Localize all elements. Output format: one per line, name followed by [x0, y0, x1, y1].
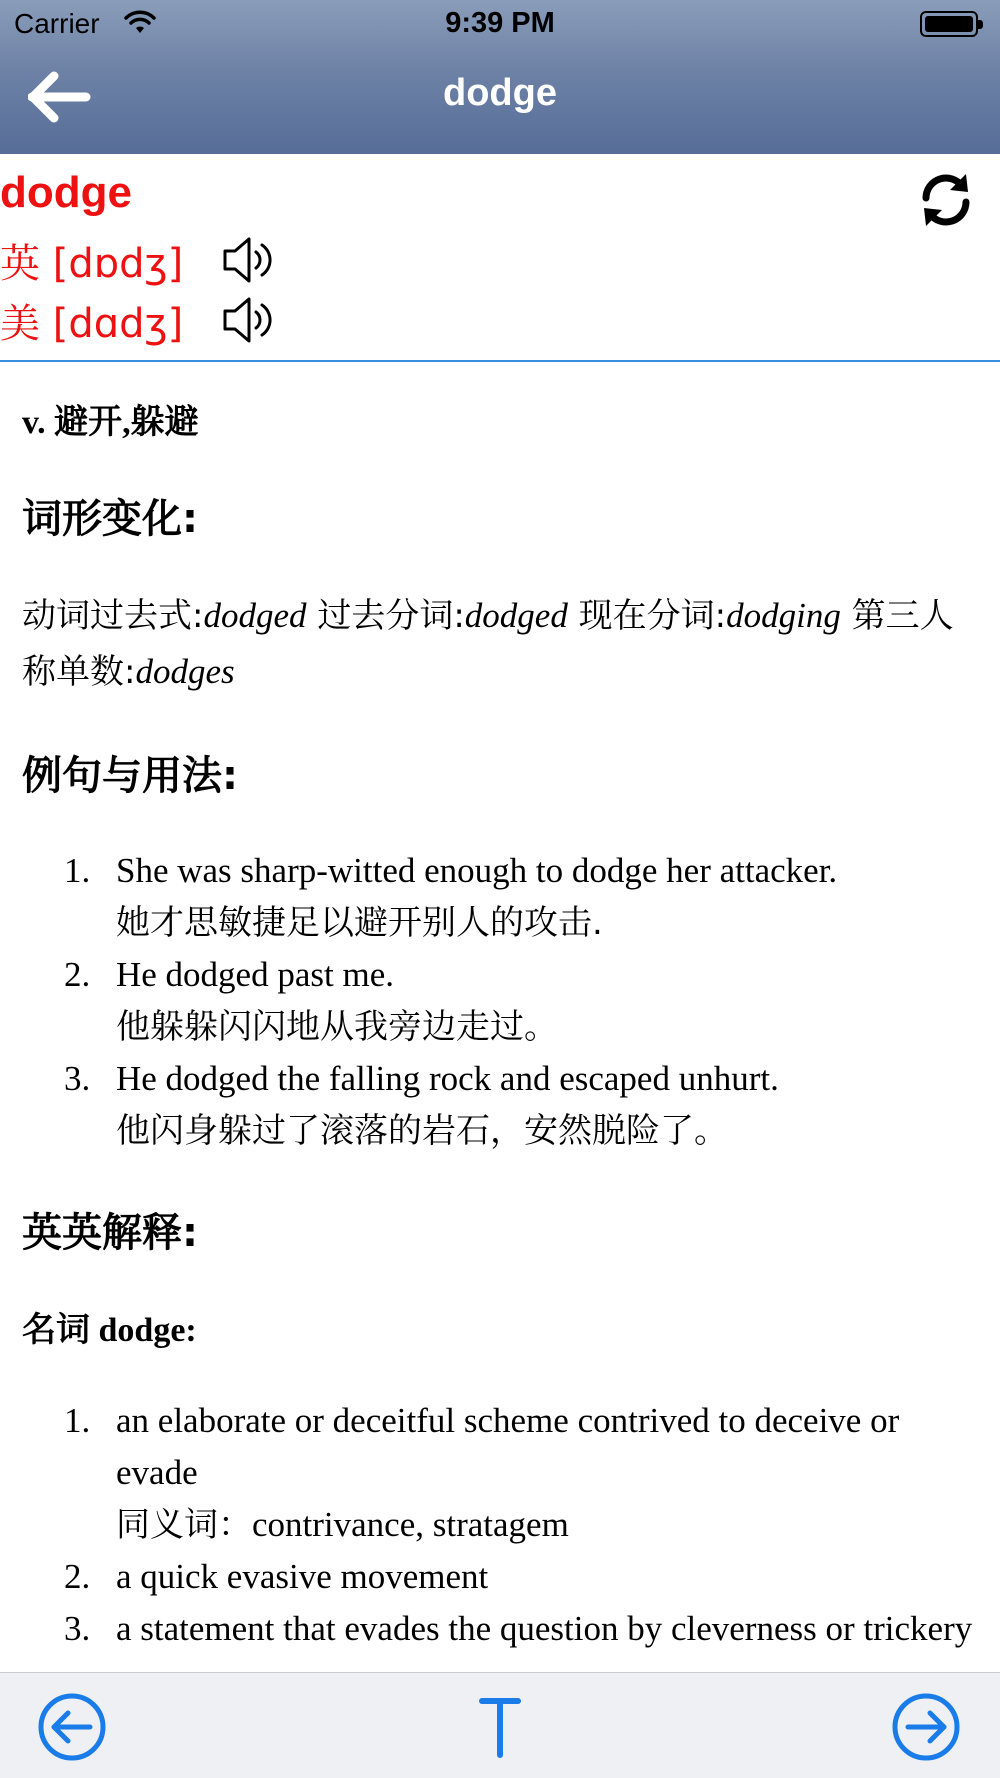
past-participle-form: dodged	[464, 596, 568, 635]
example-number: 2.	[64, 955, 91, 994]
us-phonetic: 美 [dɑdʒ]	[0, 301, 184, 347]
english-definitions-list	[22, 1395, 978, 1655]
synonyms-value: contrivance, stratagem	[252, 1505, 569, 1544]
examples-list	[22, 845, 978, 1157]
past-participle-label: 过去分词:	[306, 596, 465, 636]
noun-heading	[22, 1302, 978, 1351]
nav-title: dodge	[443, 72, 557, 114]
circle-arrow-left-icon	[36, 1691, 108, 1763]
example-en: She was sharp-witted enough to dodge her attacker.	[116, 851, 838, 890]
speaker-icon	[222, 234, 276, 286]
uk-speaker-button[interactable]	[222, 234, 276, 286]
noun-label: 名词	[22, 1310, 90, 1350]
example-item	[22, 845, 978, 949]
uk-phonetic: 英 [dɒdʒ]	[0, 241, 184, 287]
english-definitions-heading: 英英解释:	[22, 1210, 198, 1256]
noun-word: dodge:	[90, 1312, 197, 1349]
word-forms	[22, 588, 978, 700]
top-bar	[0, 0, 1000, 154]
status-bar	[0, 0, 1000, 50]
definition-content[interactable]	[0, 362, 1000, 1672]
us-speaker-button[interactable]	[222, 294, 276, 346]
definition-number: 3.	[64, 1609, 91, 1648]
next-word-button[interactable]	[890, 1691, 962, 1763]
bottom-toolbar	[0, 1672, 1000, 1778]
past-label: 动词过去式:	[22, 596, 204, 636]
nav-bar	[0, 50, 1000, 154]
example-number: 1.	[64, 851, 91, 890]
forms-heading: 词形变化:	[22, 496, 198, 542]
definition-text: a statement that evades the question by cleverness or trickery	[116, 1609, 973, 1648]
definition-number: 1.	[64, 1401, 91, 1440]
refresh-icon	[914, 168, 978, 232]
definition-item	[22, 1603, 978, 1655]
previous-word-button[interactable]	[36, 1691, 108, 1763]
definition-text: an elaborate or deceitful scheme contrived to deceive or evade	[116, 1401, 900, 1492]
example-cn: 他闪身躲过了滚落的岩石，安然脱险了。	[116, 1111, 728, 1151]
example-cn: 他躲躲闪闪地从我旁边走过。	[116, 1007, 558, 1047]
synonyms-label: 同义词：	[116, 1505, 252, 1545]
example-en: He dodged the falling rock and escaped unhurt.	[116, 1059, 779, 1098]
text-size-button[interactable]	[464, 1691, 536, 1763]
definition-item	[22, 1551, 978, 1603]
example-item	[22, 1053, 978, 1157]
definition-text: a quick evasive movement	[116, 1557, 489, 1596]
status-time: 9:39 PM	[445, 7, 555, 39]
definition-item	[22, 1395, 978, 1551]
refresh-button[interactable]	[914, 168, 978, 232]
third-person-label: 第三人称单数:	[22, 596, 954, 692]
text-size-icon	[464, 1691, 536, 1763]
circle-arrow-right-icon	[890, 1691, 962, 1763]
present-participle-form: dodging	[726, 596, 841, 635]
word-header	[0, 154, 1000, 362]
part-of-speech-line: v. 避开,躲避	[22, 404, 199, 441]
battery-icon	[920, 11, 978, 37]
example-en: He dodged past me.	[116, 955, 394, 994]
definition-number: 2.	[64, 1557, 91, 1596]
third-person-form: dodges	[135, 652, 235, 691]
example-cn: 她才思敏捷足以避开别人的攻击.	[116, 903, 603, 943]
example-number: 3.	[64, 1059, 91, 1098]
examples-heading: 例句与用法:	[22, 753, 238, 799]
headword: dodge	[0, 168, 132, 217]
speaker-icon	[222, 294, 276, 346]
past-form: dodged	[203, 596, 307, 635]
present-participle-label: 现在分词:	[567, 596, 727, 636]
example-item	[22, 949, 978, 1053]
synonyms-line	[116, 1499, 978, 1551]
carrier-label: Carrier	[14, 8, 100, 39]
